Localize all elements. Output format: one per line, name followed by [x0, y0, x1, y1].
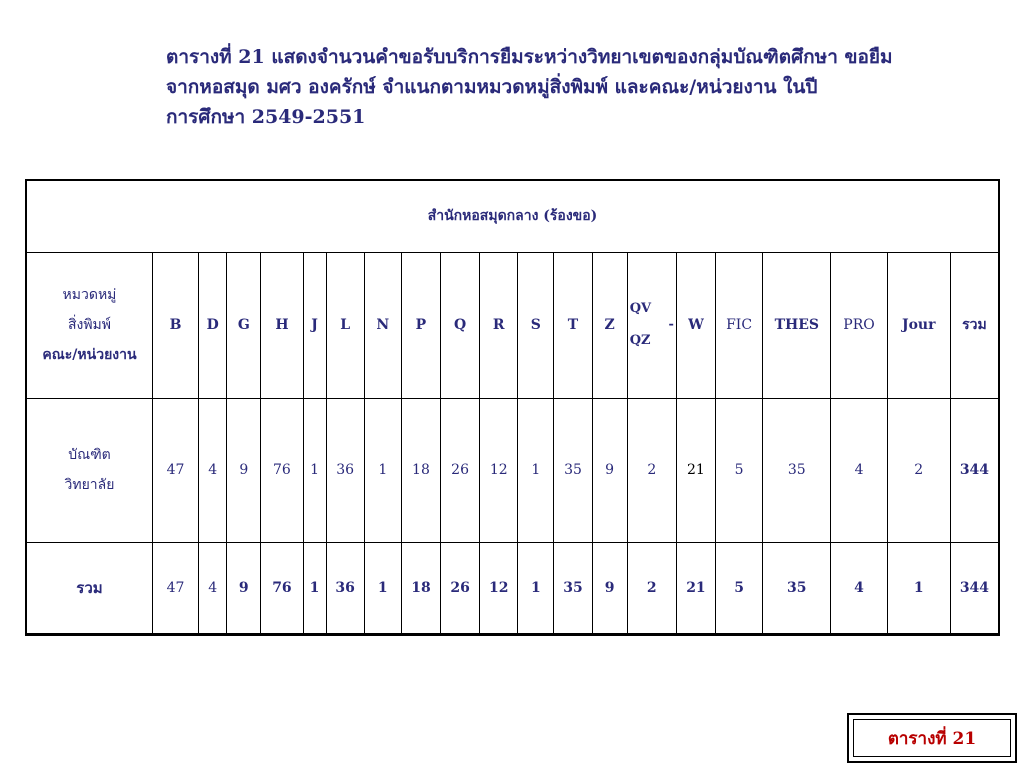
cell-total: 344 [950, 398, 999, 542]
cell-h: 76 [261, 398, 303, 542]
cell-jour: 2 [887, 398, 950, 542]
corner-line-3: คณะ/หน่วยงาน [42, 347, 137, 363]
row-label-line-1: บัณฑิต [68, 447, 111, 463]
cell-z: 9 [592, 542, 627, 634]
cell-s: 1 [518, 542, 554, 634]
cell-j: 1 [303, 542, 326, 634]
cell-w: 21 [676, 398, 715, 542]
row-label-graduate-school [26, 398, 152, 542]
corner-line-2: สิ่งพิมพ์ [67, 317, 112, 333]
badge-label: ตารางที่ 21 [853, 719, 1011, 757]
cell-l: 36 [326, 542, 364, 634]
column-header-l: L [326, 252, 364, 398]
cell-l: 36 [326, 398, 364, 542]
cell-g: 9 [227, 398, 261, 542]
cell-thes: 35 [763, 398, 831, 542]
caption-line-3: การศึกษา 2549-2551 [166, 106, 366, 128]
cell-q: 26 [441, 398, 480, 542]
cell-pro: 4 [831, 398, 887, 542]
column-header-q: Q [441, 252, 480, 398]
cell-d: 4 [199, 398, 227, 542]
cell-fic: 5 [716, 398, 763, 542]
corner-line-1: หมวดหมู่ [62, 287, 117, 303]
corner-header [26, 252, 152, 398]
column-header-p: P [401, 252, 440, 398]
cell-n: 1 [364, 398, 401, 542]
cell-r: 12 [480, 398, 518, 542]
column-header-d: D [199, 252, 227, 398]
table-row [26, 398, 999, 542]
row-label-line-2: วิทยาลัย [64, 477, 115, 493]
cell-total: 344 [950, 542, 999, 634]
column-header-n: N [364, 252, 401, 398]
cell-thes: 35 [763, 542, 831, 634]
column-header-qv-qz [627, 252, 676, 398]
column-header-fic: FIC [716, 252, 763, 398]
cell-p: 18 [401, 398, 440, 542]
column-header-w: W [676, 252, 715, 398]
column-header-jour: Jour [887, 252, 950, 398]
statistics-table [25, 179, 1000, 636]
library-super-header: สำนักหอสมุดกลาง (ร้องขอ) [26, 180, 999, 252]
column-header-h: H [261, 252, 303, 398]
qv-label: QV [629, 301, 652, 316]
column-header-z: Z [592, 252, 627, 398]
cell-g: 9 [227, 542, 261, 634]
cell-pro: 4 [831, 542, 887, 634]
cell-qv-qz: 2 [627, 542, 676, 634]
cell-n: 1 [364, 542, 401, 634]
column-header-s: S [518, 252, 554, 398]
caption-line-1: ตารางที่ 21 แสดงจำนวนคำขอรับบริการยืมระหว่างวิทยาเขตของกลุ่มบัณฑิตศึกษา ขอยืม [166, 46, 893, 68]
cell-h: 76 [261, 542, 303, 634]
cell-qv-qz: 2 [627, 398, 676, 542]
cell-d: 4 [199, 542, 227, 634]
cell-r: 12 [480, 542, 518, 634]
cell-z: 9 [592, 398, 627, 542]
cell-q: 26 [441, 542, 480, 634]
column-header-j: J [303, 252, 326, 398]
table-row [26, 542, 999, 634]
cell-t: 35 [554, 542, 592, 634]
column-header-total: รวม [950, 252, 999, 398]
row-label-total: รวม [26, 542, 152, 634]
caption-line-2: จากหอสมุด มศว องครักษ์ จำแนกตามหมวดหมู่สิ่งพิมพ์ และคณะ/หน่วยงาน ในปี [166, 76, 818, 98]
cell-s: 1 [518, 398, 554, 542]
cell-jour: 1 [887, 542, 950, 634]
column-header-r: R [480, 252, 518, 398]
cell-b: 47 [152, 542, 198, 634]
column-header-thes: THES [763, 252, 831, 398]
qv-dash: - [668, 317, 674, 332]
table-number-badge [847, 713, 1017, 763]
qz-label: QZ [629, 333, 651, 348]
column-header-t: T [554, 252, 592, 398]
column-header-g: G [227, 252, 261, 398]
cell-p: 18 [401, 542, 440, 634]
cell-fic: 5 [716, 542, 763, 634]
cell-t: 35 [554, 398, 592, 542]
cell-b: 47 [152, 398, 198, 542]
cell-j: 1 [303, 398, 326, 542]
table-caption [166, 42, 996, 132]
column-header-b: B [152, 252, 198, 398]
column-header-pro: PRO [831, 252, 887, 398]
cell-w: 21 [676, 542, 715, 634]
